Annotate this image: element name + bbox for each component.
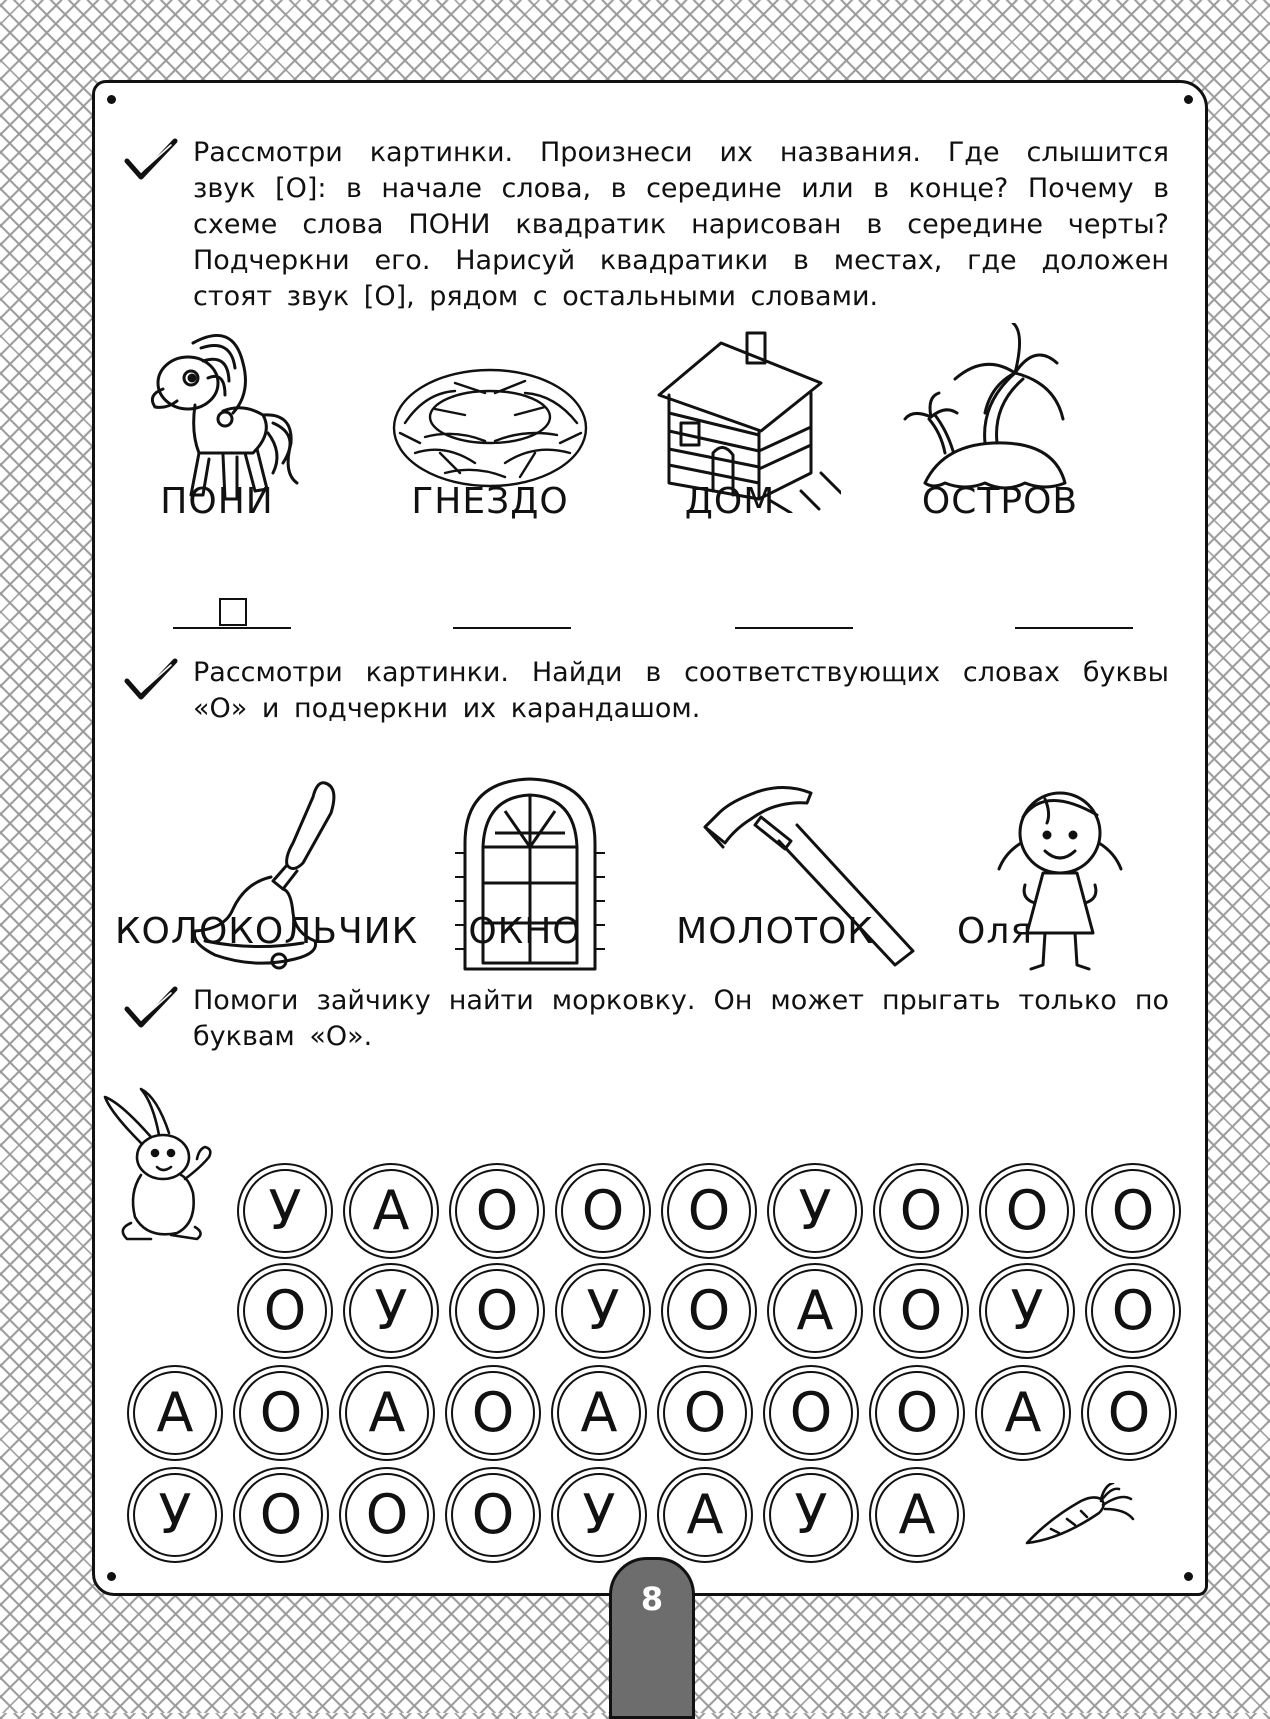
maze-cell[interactable]: [555, 1263, 651, 1359]
maze-cell[interactable]: [979, 1263, 1075, 1359]
maze-cell[interactable]: [1085, 1163, 1181, 1259]
maze-letter: О: [769, 1371, 853, 1455]
bunny-image: [101, 1083, 231, 1253]
word-bell: КОЛОКОЛЬЧИК: [115, 911, 419, 952]
maze-cell[interactable]: [1081, 1365, 1177, 1461]
word-window: ОКНО: [468, 911, 582, 952]
word-nest: ГНЕЗДО: [411, 481, 569, 522]
maze-cell[interactable]: [657, 1365, 753, 1461]
maze-cell[interactable]: [445, 1467, 541, 1563]
maze-letter: У: [561, 1269, 645, 1353]
maze-letter: О: [879, 1169, 963, 1253]
maze-cell[interactable]: [445, 1365, 541, 1461]
maze-cell[interactable]: [873, 1163, 969, 1259]
maze-cell[interactable]: [233, 1365, 329, 1461]
maze-cell[interactable]: [661, 1163, 757, 1259]
scheme-line-nest[interactable]: [453, 627, 571, 629]
maze-cell[interactable]: [767, 1263, 863, 1359]
word-hammer: МОЛОТОК: [676, 911, 874, 952]
maze-cell[interactable]: [975, 1365, 1071, 1461]
maze-cell[interactable]: [449, 1163, 545, 1259]
maze-cell[interactable]: [343, 1263, 439, 1359]
maze-letter: О: [1091, 1169, 1175, 1253]
task-3-text: Помоги зайчику найти морковку. Он может прыгать только по буквам «О».: [193, 985, 1169, 1052]
checkmark-icon: [123, 657, 179, 705]
maze-cell[interactable]: [343, 1163, 439, 1259]
corner-dot: [107, 1572, 116, 1581]
maze-letter: О: [1087, 1371, 1171, 1455]
maze-cell[interactable]: [661, 1263, 757, 1359]
maze-cell[interactable]: [869, 1467, 965, 1563]
maze-letter: О: [985, 1169, 1069, 1253]
maze-letter: У: [557, 1473, 641, 1557]
maze-cell[interactable]: [233, 1467, 329, 1563]
corner-dot: [1184, 1572, 1193, 1581]
maze-cell[interactable]: [237, 1263, 333, 1359]
maze-letter: О: [239, 1371, 323, 1455]
scheme-line-island[interactable]: [1015, 627, 1133, 629]
maze-letter: О: [663, 1371, 747, 1455]
maze-letter: А: [349, 1169, 433, 1253]
task-2-text: Рассмотри картинки. Найди в соответствующих словах буквы «О» и подчеркни их карандашом.: [193, 657, 1169, 724]
maze-letter: У: [133, 1473, 217, 1557]
maze-letter: У: [349, 1269, 433, 1353]
maze-letter: У: [773, 1169, 857, 1253]
maze-letter: О: [561, 1169, 645, 1253]
sound-square-icon: [219, 598, 247, 626]
maze-letter: А: [345, 1371, 429, 1455]
page-number-tab: [609, 1557, 695, 1719]
word-olya: Оля: [956, 911, 1033, 952]
maze-letter: А: [133, 1371, 217, 1455]
checkmark-icon: [123, 137, 179, 185]
maze-cell[interactable]: [127, 1365, 223, 1461]
page-number: 8: [640, 1580, 664, 1618]
scheme-line-house[interactable]: [735, 627, 853, 629]
maze-letter: О: [667, 1269, 751, 1353]
maze-letter: О: [455, 1269, 539, 1353]
worksheet-page: [92, 80, 1208, 1596]
corner-dot: [1184, 95, 1193, 104]
task-1-text: Рассмотри картинки. Произнеси их названия. Где слышится звук [О]: в начале слова, в середине или в конце? Почему в схеме слова ПОНИ квадратик нарисован в середине черты? Подчеркни его. Нарисуй квадратики в местах, где доложен стоят звук [О], рядом с остальными словами.: [193, 137, 1169, 312]
task-1: [95, 135, 1205, 315]
word-house: ДОМ: [684, 481, 776, 522]
maze-letter: О: [345, 1473, 429, 1557]
scheme-line-pony[interactable]: [173, 627, 291, 629]
carrot-image: [1021, 1483, 1141, 1553]
task-3: [95, 983, 1205, 1063]
maze-letter: О: [875, 1371, 959, 1455]
maze-letter: О: [451, 1371, 535, 1455]
maze-letter: А: [875, 1473, 959, 1557]
maze-cell[interactable]: [551, 1365, 647, 1461]
maze-letter: А: [663, 1473, 747, 1557]
maze-letter: У: [985, 1269, 1069, 1353]
maze-cell[interactable]: [339, 1467, 435, 1563]
maze-letter: О: [879, 1269, 963, 1353]
maze-cell[interactable]: [449, 1263, 545, 1359]
maze-letter: А: [981, 1371, 1065, 1455]
maze-cell[interactable]: [1085, 1263, 1181, 1359]
maze-cell[interactable]: [767, 1163, 863, 1259]
maze-cell[interactable]: [763, 1467, 859, 1563]
maze-cell[interactable]: [979, 1163, 1075, 1259]
task-2: [95, 655, 1205, 735]
maze-letter: О: [667, 1169, 751, 1253]
maze-letter: У: [769, 1473, 853, 1557]
maze-cell[interactable]: [873, 1263, 969, 1359]
word-island: ОСТРОВ: [921, 481, 1079, 522]
maze-letter: О: [243, 1269, 327, 1353]
maze-cell[interactable]: [237, 1163, 333, 1259]
maze-cell[interactable]: [869, 1365, 965, 1461]
maze-cell[interactable]: [339, 1365, 435, 1461]
corner-dot: [107, 95, 116, 104]
maze-letter: О: [455, 1169, 539, 1253]
word-pony: ПОНИ: [160, 481, 274, 522]
maze-letter: О: [1091, 1269, 1175, 1353]
maze-letter: А: [773, 1269, 857, 1353]
maze-letter: О: [451, 1473, 535, 1557]
checkmark-icon: [123, 985, 179, 1033]
maze-cell[interactable]: [657, 1467, 753, 1563]
maze-letter: О: [239, 1473, 323, 1557]
maze-cell[interactable]: [551, 1467, 647, 1563]
maze-letter: У: [243, 1169, 327, 1253]
maze-letter: А: [557, 1371, 641, 1455]
maze-cell[interactable]: [127, 1467, 223, 1563]
maze-cell[interactable]: [763, 1365, 859, 1461]
maze-cell[interactable]: [555, 1163, 651, 1259]
